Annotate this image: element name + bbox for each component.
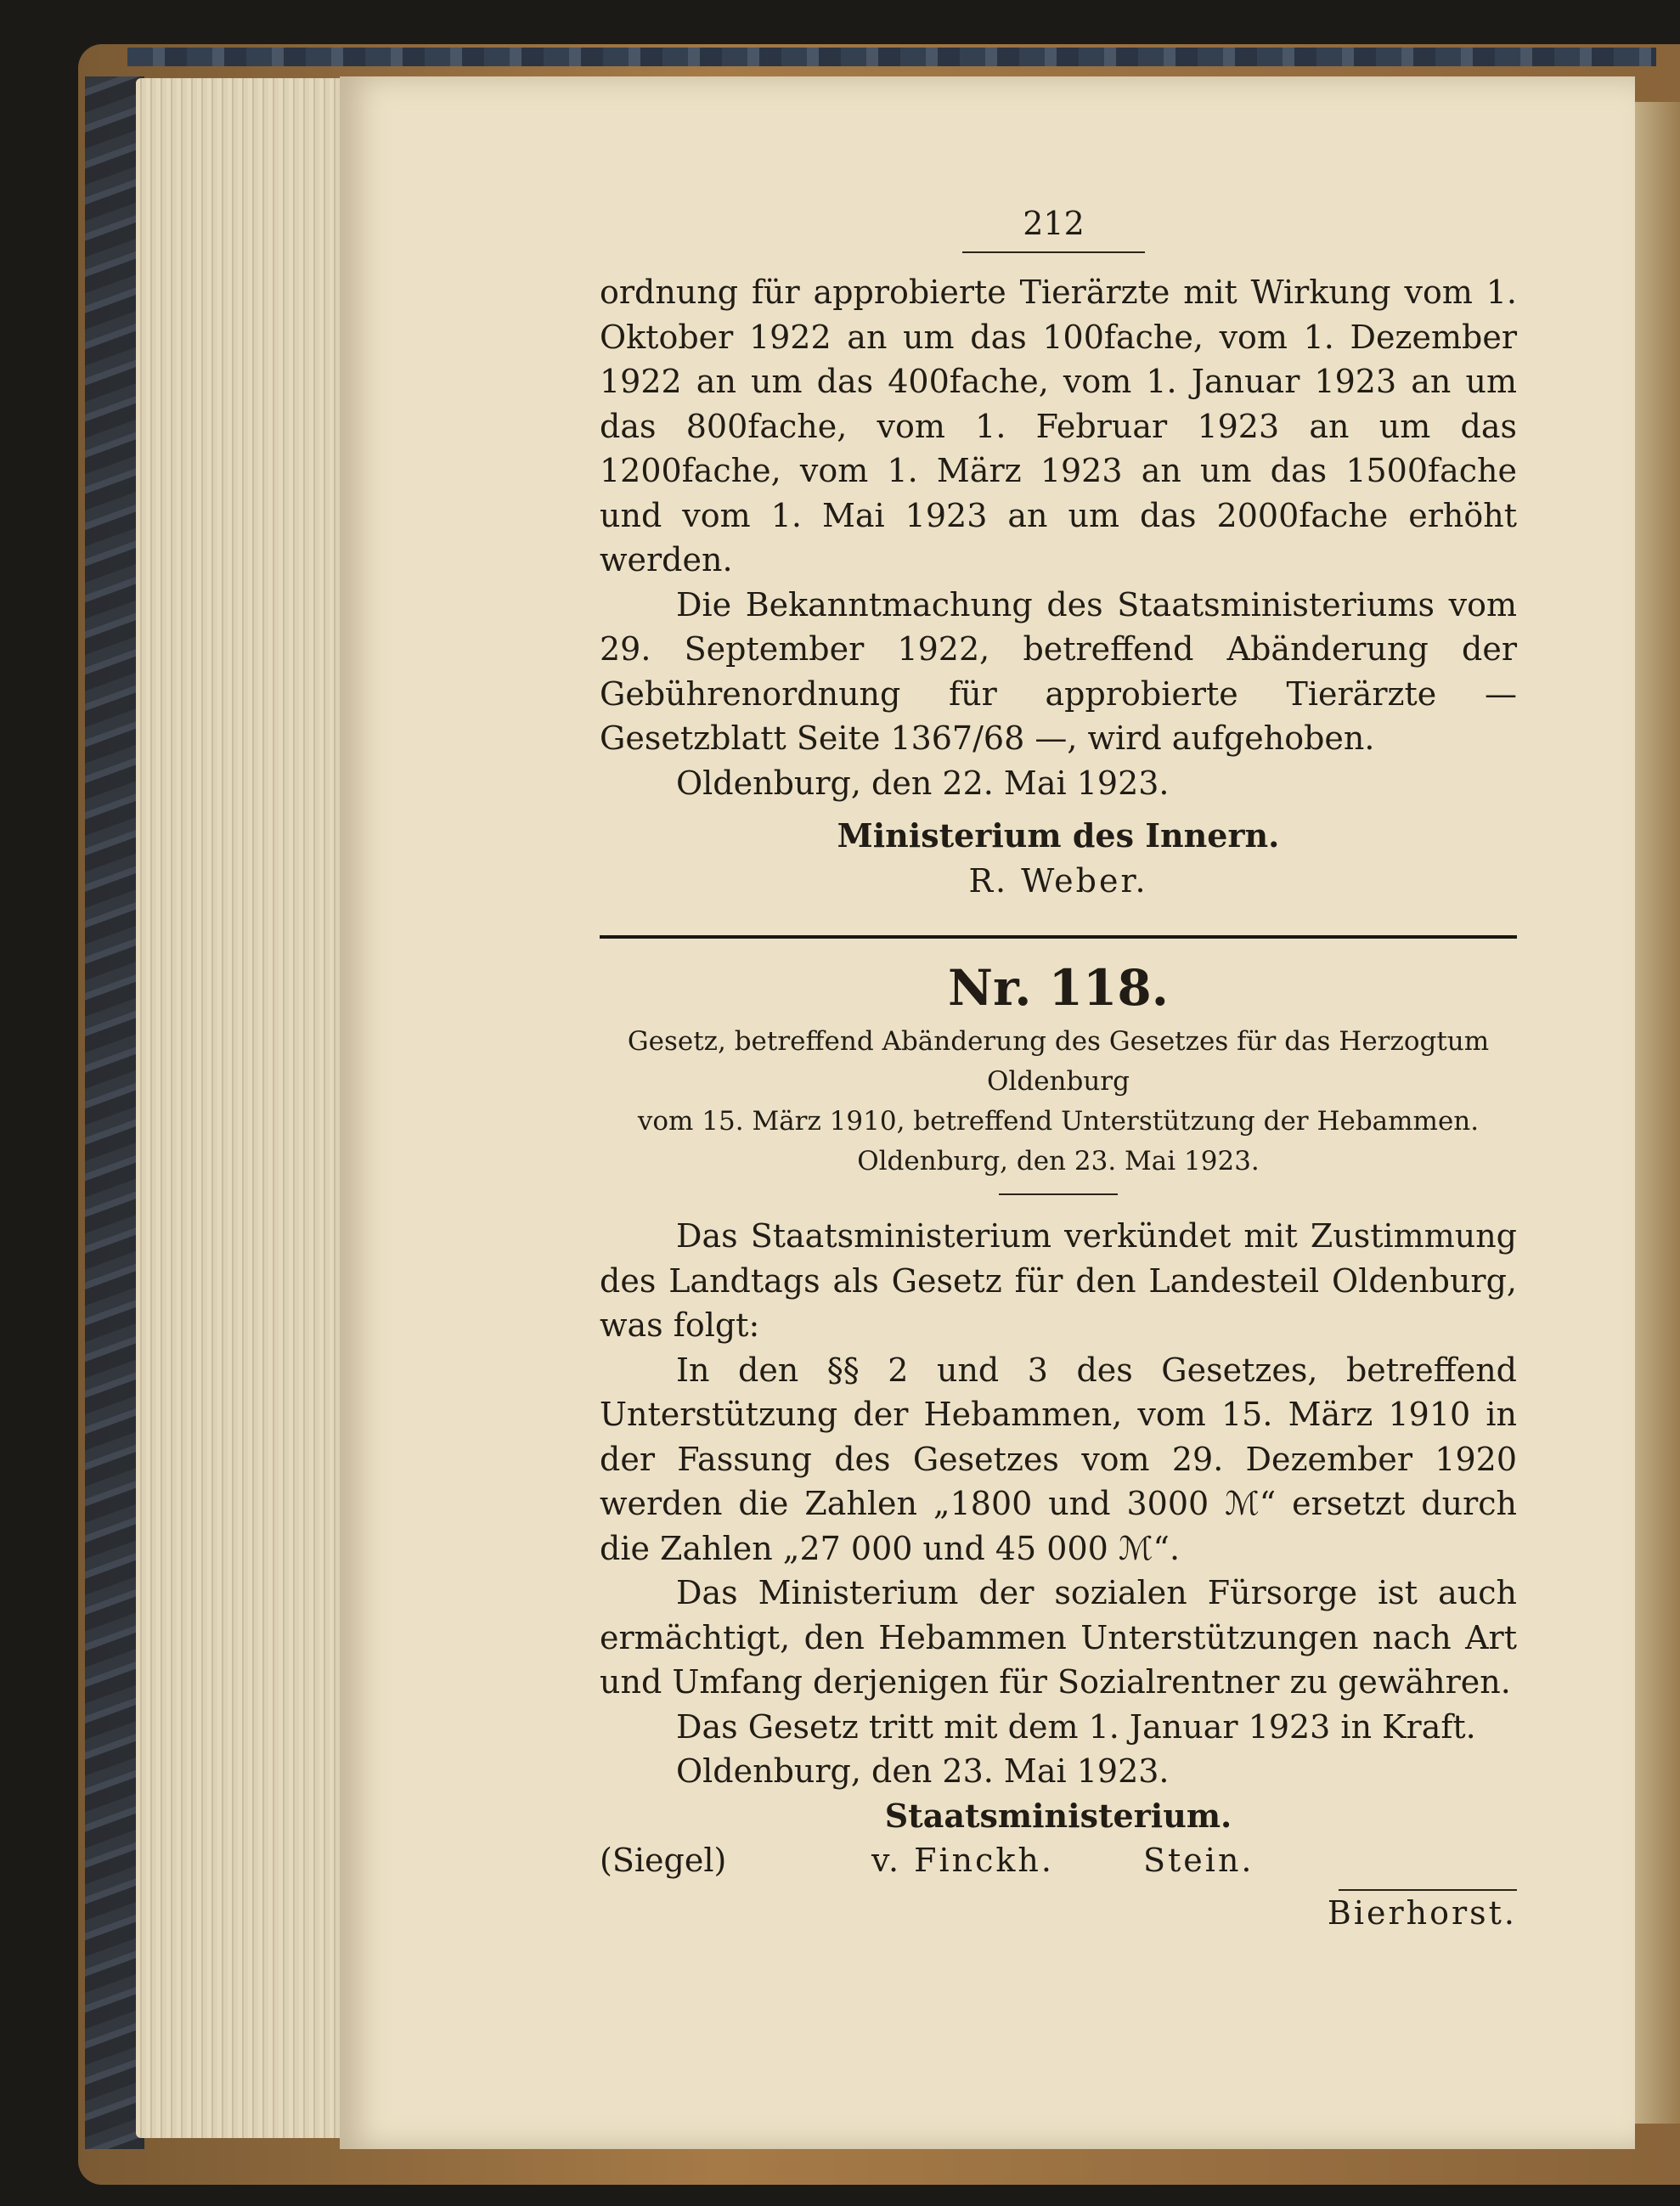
text-column <box>600 204 1517 1936</box>
facing-page-edge <box>1629 102 1680 2124</box>
signature-weber: R. Weber. <box>968 861 1148 900</box>
page-stack <box>136 78 348 2138</box>
law-date: Oldenburg, den 23. Mai 1923. <box>857 1146 1260 1176</box>
date-line-1: Oldenburg, den 22. Mai 1923. <box>676 764 1170 802</box>
paragraph-inkrafttreten: Das Gesetz tritt mit dem 1. Januar 1923 in Kraft. <box>676 1707 1476 1746</box>
signature-bierhorst: Bierhorst. <box>1327 1894 1517 1932</box>
signature-row <box>600 1838 1517 1882</box>
state-ministry-name: Staatsministerium. <box>884 1796 1232 1835</box>
paragraph-paragraphen: In den §§ 2 und 3 des Gesetzes, betreffend Unterstützung der Hebammen, vom 15. März 1910 in der Fassung des Gesetzes vom 29. Dezember 1920 werden die Zahlen „1800 und 3000 ℳ“ ersetzt durch die Zahlen „27 000 und 45 000 ℳ“. <box>600 1351 1517 1567</box>
paragraph-ministerium: Das Ministerium der sozialen Fürsorge ist auch ermächtigt, den Hebammen Unterstützungen nach Art und Umfang derjenigen für Sozialrentner zu gewähren. <box>600 1574 1517 1701</box>
title-rule <box>999 1193 1118 1195</box>
law-number-heading: Nr. 118. <box>948 959 1169 1017</box>
signature-stein: Stein. <box>1143 1842 1254 1879</box>
section-divider <box>600 935 1517 939</box>
page-number: 212 <box>962 204 1145 253</box>
law-title-line-1: Gesetz, betreffend Abänderung des Gesetzes für das Herzogtum Oldenburg <box>627 1026 1490 1097</box>
paragraph-ordnung: ordnung für approbierte Tierärzte mit Wirkung vom 1. Oktober 1922 an um das 100fache, vom 1. Dezember 1922 an um das 400fache, vom 1. Januar 1923 an um das 800fache, vom 1. Februar 1923 an um das 1200fache, vom 1. März 1923 an um das 1500fache und vom 1. Mai 1923 an um das 2000fache erhöht werden. <box>600 274 1517 578</box>
date-line-2: Oldenburg, den 23. Mai 1923. <box>676 1752 1170 1790</box>
law-title-line-2: vom 15. März 1910, betreffend Unterstützung der Hebammen. <box>637 1106 1480 1137</box>
paragraph-bekanntmachung: Die Bekanntmachung des Staatsministeriums vom 29. September 1922, betreffend Abänderung der Gebührenordnung für approbierte Tierärzte — Gesetzblatt Seite 1367/68 —, wird aufgehoben. <box>600 585 1517 757</box>
ministry-name: Ministerium des Innern. <box>837 816 1280 855</box>
signature-finckh: v. Finckh. <box>871 1842 1054 1879</box>
seal-note: (Siegel) <box>600 1842 727 1879</box>
book-headband <box>127 48 1656 66</box>
paragraph-verkuendet: Das Staatsministerium verkündet mit Zustimmung des Landtags als Gesetz für den Landesteil Oldenburg, was folgt: <box>600 1217 1517 1344</box>
